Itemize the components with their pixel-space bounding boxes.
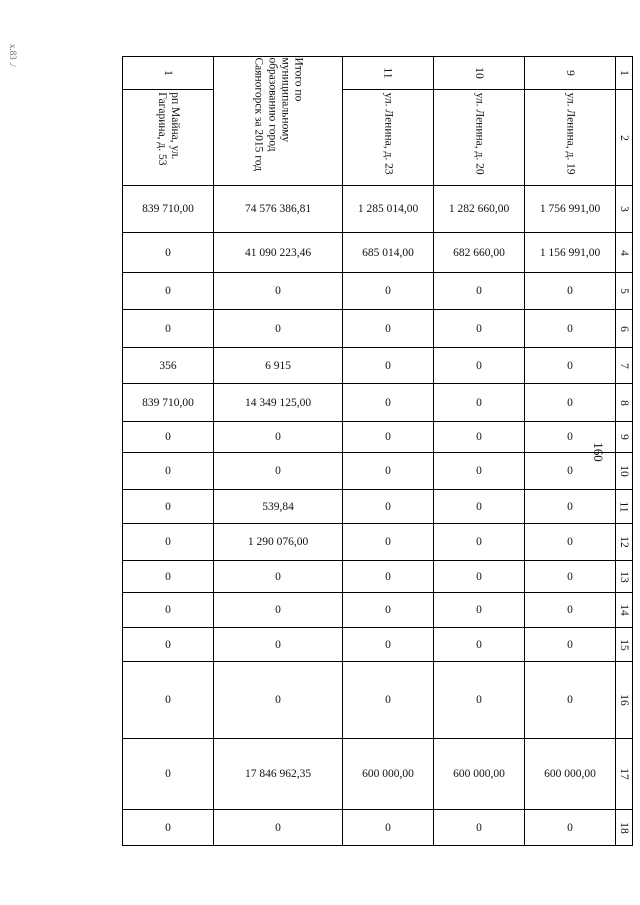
column-number-cell: 1	[616, 57, 633, 90]
value-cell: 0	[525, 628, 616, 662]
value-cell: 17 846 962,35	[214, 739, 343, 810]
table-row	[123, 662, 633, 739]
value-cell: 0	[343, 561, 434, 593]
header-row	[123, 90, 633, 186]
table-row	[123, 739, 633, 810]
value-cell: 1 156 991,00	[525, 233, 616, 273]
column-number-cell: 11	[343, 57, 434, 90]
table-row	[123, 186, 633, 233]
value-cell: 0	[434, 273, 525, 310]
value-cell: 0	[525, 593, 616, 628]
value-cell: 0	[214, 628, 343, 662]
value-cell: 0	[214, 810, 343, 846]
row-index-label: 10	[618, 465, 630, 477]
value-cell: 0	[434, 348, 525, 384]
value-cell: 0	[123, 310, 214, 348]
value-cell: 0	[525, 348, 616, 384]
value-cell: 839 710,00	[123, 384, 214, 422]
value-cell: 0	[434, 384, 525, 422]
value-cell: 0	[123, 524, 214, 561]
value-cell: 0	[525, 273, 616, 310]
header-cell: ул. Ленина, д. 20	[434, 90, 525, 186]
row-index-label: 12	[618, 536, 630, 548]
table-row	[123, 273, 633, 310]
row-index-cell	[616, 384, 633, 422]
value-cell: 0	[343, 662, 434, 739]
value-cell: 0	[525, 453, 616, 490]
row-index-label: 9	[618, 434, 630, 440]
value-cell: 682 660,00	[434, 233, 525, 273]
row-index-label: 18	[618, 821, 630, 834]
row-index-label: 8	[618, 399, 630, 406]
value-cell: 0	[434, 310, 525, 348]
row-index-cell	[616, 593, 633, 628]
value-cell: 0	[525, 524, 616, 561]
value-cell: 0	[123, 422, 214, 453]
header-cell: ул. Ленина, д. 19	[525, 90, 616, 186]
value-cell: 0	[214, 662, 343, 739]
data-table	[122, 56, 633, 846]
table-row	[123, 384, 633, 422]
row-index-label: 14	[618, 604, 630, 616]
value-cell: 0	[214, 561, 343, 593]
row-index-cell	[616, 490, 633, 524]
table-row	[123, 593, 633, 628]
table-row	[123, 524, 633, 561]
table-row	[123, 233, 633, 273]
value-cell: 0	[434, 810, 525, 846]
row-index-label: 11	[617, 500, 630, 513]
row-index-cell	[616, 422, 633, 453]
value-cell: 0	[214, 593, 343, 628]
column-number-cell: 9	[525, 57, 616, 90]
value-cell: 0	[214, 273, 343, 310]
row-index-label: 16	[618, 694, 630, 706]
header-cell: ул. Ленина, д. 23	[343, 90, 434, 186]
row-index-label: 6	[618, 325, 630, 332]
row-index-label: 13	[618, 570, 630, 583]
value-cell: 0	[123, 810, 214, 846]
value-cell: 0	[123, 490, 214, 524]
value-cell: 0	[123, 739, 214, 810]
value-cell: 0	[343, 628, 434, 662]
value-cell: 0	[123, 561, 214, 593]
value-cell: 0	[525, 662, 616, 739]
value-cell: 0	[525, 810, 616, 846]
value-cell: 0	[123, 662, 214, 739]
table-row	[123, 310, 633, 348]
value-cell: 0	[214, 422, 343, 453]
value-cell: 0	[525, 422, 616, 453]
table-row	[123, 453, 633, 490]
value-cell: 0	[343, 453, 434, 490]
value-cell: 0	[343, 384, 434, 422]
row-index-cell	[616, 348, 633, 384]
row-index-cell	[616, 628, 633, 662]
row-index-cell	[616, 233, 633, 273]
value-cell: 41 090 223,46	[214, 233, 343, 273]
value-cell: 600 000,00	[525, 739, 616, 810]
value-cell: 1 756 991,00	[525, 186, 616, 233]
value-cell: 0	[525, 384, 616, 422]
value-cell: 0	[123, 233, 214, 273]
table-row	[123, 490, 633, 524]
table-row	[123, 810, 633, 846]
header-cell-total: Итого по муниципальному образованию город Саяногорск за 2015 год	[214, 57, 343, 186]
value-cell: 0	[434, 453, 525, 490]
value-cell: 0	[434, 561, 525, 593]
row-index-label: 17	[618, 768, 630, 780]
value-cell: 0	[434, 662, 525, 739]
value-cell: 0	[123, 453, 214, 490]
value-cell: 0	[434, 524, 525, 561]
value-cell: 14 349 125,00	[214, 384, 343, 422]
value-cell: 0	[343, 348, 434, 384]
value-cell: 74 576 386,81	[214, 186, 343, 233]
column-number-cell: 1	[123, 57, 214, 90]
value-cell: 6 915	[214, 348, 343, 384]
value-cell: 356	[123, 348, 214, 384]
table-row	[123, 561, 633, 593]
value-cell: 0	[214, 453, 343, 490]
value-cell: 0	[343, 310, 434, 348]
value-cell: 0	[123, 628, 214, 662]
value-cell: 600 000,00	[434, 739, 525, 810]
row-index-cell	[616, 186, 633, 233]
value-cell: 0	[434, 628, 525, 662]
row-index-label: 4	[618, 249, 630, 256]
table-row	[123, 628, 633, 662]
value-cell: 839 710,00	[123, 186, 214, 233]
value-cell: 0	[525, 490, 616, 524]
row-index-cell	[616, 739, 633, 810]
value-cell: 0	[123, 593, 214, 628]
value-cell: 0	[343, 593, 434, 628]
value-cell: 1 285 014,00	[343, 186, 434, 233]
value-cell: 0	[343, 524, 434, 561]
value-cell: 0	[525, 561, 616, 593]
table-row	[123, 422, 633, 453]
value-cell: 0	[434, 490, 525, 524]
row-index-cell	[616, 810, 633, 846]
row-index-cell	[616, 453, 633, 490]
value-cell: 0	[525, 310, 616, 348]
row-index-cell	[616, 561, 633, 593]
value-cell: 600 000,00	[343, 739, 434, 810]
value-cell: 0	[343, 810, 434, 846]
value-cell: 0	[214, 310, 343, 348]
row-index-label: 3	[618, 206, 630, 212]
value-cell: 0	[434, 593, 525, 628]
column-number-row	[123, 57, 633, 90]
table-row	[123, 348, 633, 384]
value-cell: 0	[343, 490, 434, 524]
page-number: 160	[590, 442, 606, 462]
value-cell: 0	[434, 422, 525, 453]
value-cell: 0	[123, 273, 214, 310]
row-index-cell	[616, 662, 633, 739]
corner-mark: x.83 ./	[8, 44, 18, 67]
value-cell: 539,84	[214, 490, 343, 524]
row-index-cell	[616, 524, 633, 561]
column-number-cell: 10	[434, 57, 525, 90]
row-index-label: 15	[618, 638, 630, 651]
value-cell: 1 282 660,00	[434, 186, 525, 233]
value-cell: 685 014,00	[343, 233, 434, 273]
value-cell: 0	[343, 273, 434, 310]
value-cell: 1 290 076,00	[214, 524, 343, 561]
row-index-label: 5	[618, 288, 630, 294]
row-index-cell	[616, 310, 633, 348]
row-index-cell	[616, 273, 633, 310]
value-cell: 0	[343, 422, 434, 453]
row-index-label: 7	[618, 362, 630, 369]
header-cell: рп Майна, ул. Гагарина, д. 53	[123, 90, 214, 186]
header-cell: 2	[616, 90, 633, 186]
